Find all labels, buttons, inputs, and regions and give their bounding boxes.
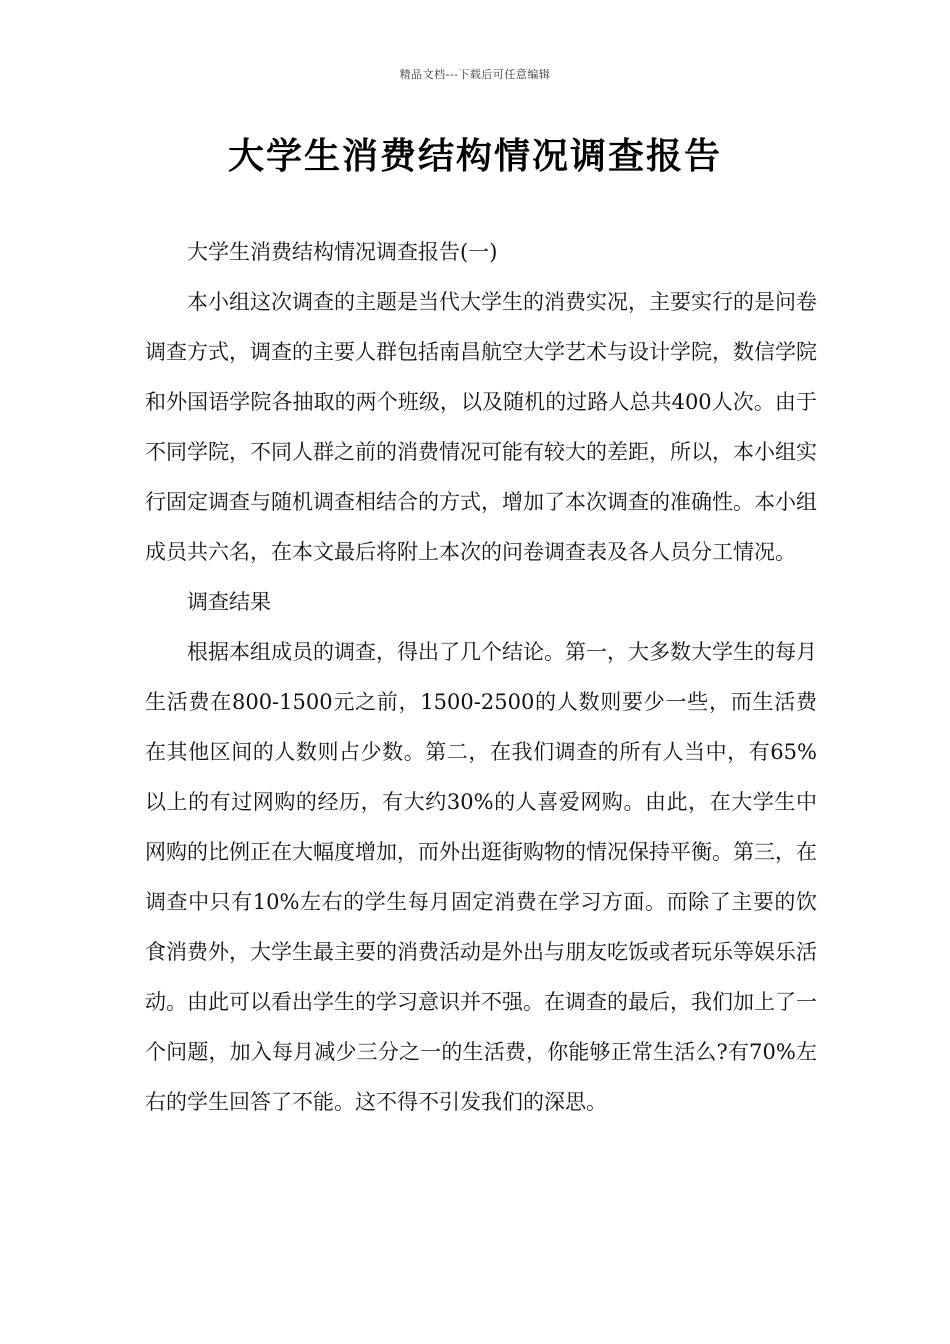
document-title: 大学生消费结构情况调查报告 bbox=[227, 136, 722, 177]
header-note: 精品文档---下载后可任意编辑 bbox=[399, 68, 551, 81]
section-heading-results: 调查结果 bbox=[187, 590, 271, 614]
section-heading-report-one: 大学生消费结构情况调查报告(一) bbox=[187, 240, 498, 264]
paragraph-survey-intro: 本小组这次调查的主题是当代大学生的消费实况，主要实行的是问卷调查方式，调查的主要人群包括南昌航空大学艺术与设计学院，数信学院和外国语学院各抽取的两个班级，以及随机的过路人总共400人次。由于不同学院，不同人群之前的消费情况可能有较大的差距，所以，本小组实行固定调查与随机调查相结合的方式，增加了本次调查的准确性。本小组成员共六名，在本文最后将附上本次的问卷调查表及各人员分工情况。 bbox=[145, 290, 817, 564]
paragraph-survey-results: 根据本组成员的调查，得出了几个结论。第一，大多数大学生的每月生活费在800-1500元之前，1500-2500的人数则要少一些，而生活费在其他区间的人数则占少数。第二，在我们调查的所有人当中，有65%以上的有过网购的经历，有大约30%的人喜爱网购。由此，在大学生中网购的比例正在大幅度增加，而外出逛街购物的情况保持平衡。第三，在调查中只有10%左右的学生每月固定消费在学习方面。而除了主要的饮食消费外，大学生最主要的消费活动是外出与朋友吃饭或者玩乐等娱乐活动。由此可以看出学生的学习意识并不强。在调查的最后，我们加上了一个问题，加入每月减少三分之一的生活费，你能够正常生活么?有70%左右的学生回答了不能。这不得不引发我们的深思。 bbox=[145, 640, 817, 1114]
document-body bbox=[145, 227, 817, 1127]
